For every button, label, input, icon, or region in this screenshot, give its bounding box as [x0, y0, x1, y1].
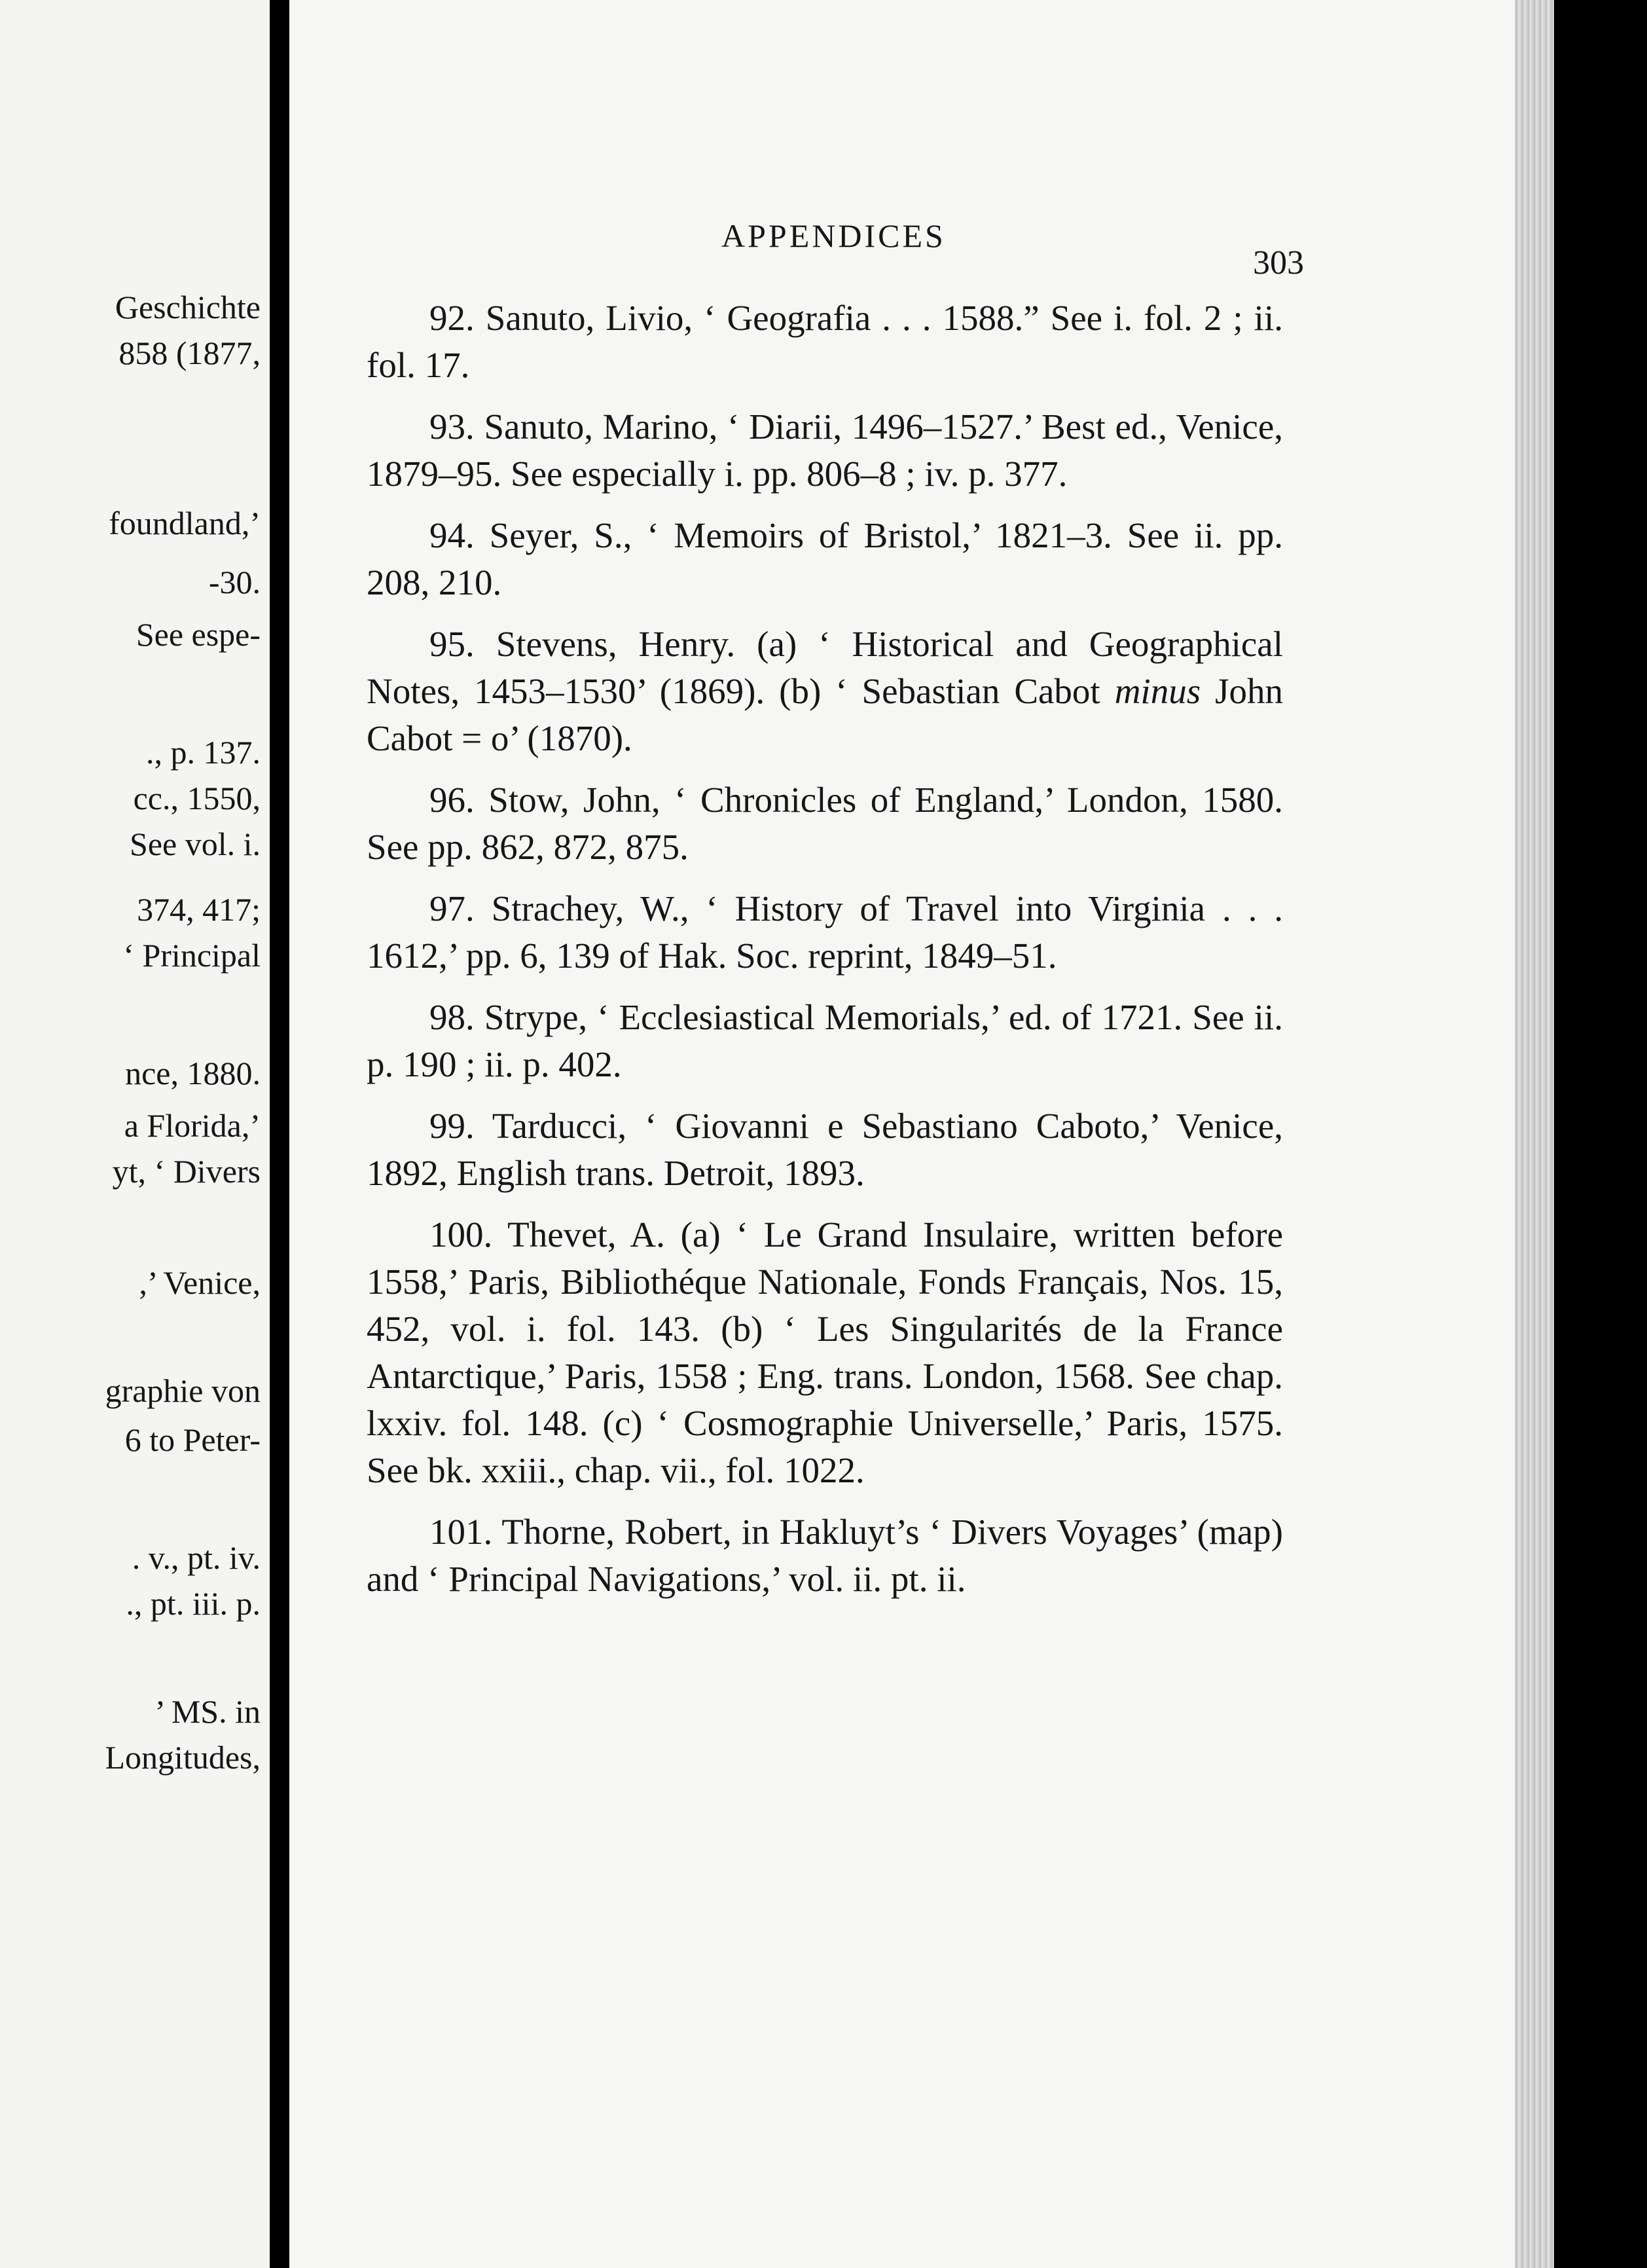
bibliography-entry: 97. Strachey, W., ‘ History of Travel into Virginia . . . 1612,’ pp. 6, 139 of Hak. Soc. reprint, 1849–51. — [367, 888, 1283, 976]
entry-text: 95. Stevens, Henry. (a) ‘ Historical and Geographical Notes, 1453–1530’ (1869). (b) ‘ Sebastian Cabot — [367, 624, 1283, 711]
entry-italic-text: minus — [1114, 671, 1201, 711]
left-page-line: 374, 417; — [137, 891, 261, 928]
left-page-line: ., pt. iii. p. — [126, 1585, 261, 1622]
left-page-line: -30. — [208, 564, 261, 600]
bibliography-entry — [367, 621, 1283, 762]
right-page — [289, 0, 1554, 2268]
bibliography-entry: 93. Sanuto, Marino, ‘ Diarii, 1496–1527.’ Best ed., Venice, 1879–95. See especially i. pp. 806–8 ; iv. p. 377. — [367, 407, 1283, 494]
bibliography-entry: 101. Thorne, Robert, in Hakluyt’s ‘ Divers Voyages’ (map) and ‘ Principal Navigations,’ vol. ii. pt. ii. — [367, 1512, 1283, 1599]
left-page-line: See espe- — [136, 616, 261, 653]
page-edge — [1515, 0, 1554, 2268]
left-page-line: nce, 1880. — [125, 1055, 261, 1091]
left-page-line: 858 (1877, — [118, 335, 261, 371]
left-page-line: ’ MS. in — [154, 1693, 261, 1730]
bibliography-entry: 100. Thevet, A. (a) ‘ Le Grand Insulaire, written before 1558,’ Paris, Bibliothéque Nationale, Fonds Français, Nos. 15, 452, vol. i. fol. 143. (b) ‘ Les Singularités de la France Antarctique,’ Paris, 1558 ; Eng. trans. London, 1568. See chap. lxxiv. fol. 148. (c) ‘ Cosmographie Universelle,’ Paris, 1575. See bk. xxiii., chap. vii., fol. 1022. — [367, 1215, 1283, 1490]
book-gutter — [270, 0, 289, 2268]
left-page-line: yt, ‘ Divers — [112, 1153, 261, 1190]
left-page-line: Geschichte — [115, 289, 261, 325]
bibliography-entry: 96. Stow, John, ‘ Chronicles of England,’ London, 1580. See pp. 862, 872, 875. — [367, 780, 1283, 867]
left-page-line: 6 to Peter- — [124, 1421, 261, 1458]
bibliography-entry: 92. Sanuto, Livio, ‘ Geografia . . . 1588.” See i. fol. 2 ; ii. fol. 17. — [367, 298, 1283, 385]
running-head: APPENDICES — [721, 217, 946, 254]
page-number: 303 — [1253, 244, 1304, 282]
left-page-line: cc., 1550, — [133, 780, 261, 816]
scan-border — [1554, 0, 1647, 2268]
bibliography-entry: 98. Strype, ‘ Ecclesiastical Memorials,’ ed. of 1721. See ii. p. 190 ; ii. p. 402. — [367, 997, 1283, 1084]
bibliography-entry: 94. Seyer, S., ‘ Memoirs of Bristol,’ 1821–3. See ii. pp. 208, 210. — [367, 515, 1283, 602]
left-page-line: graphie von — [105, 1372, 261, 1409]
bibliography-entry: 99. Tarducci, ‘ Giovanni e Sebastiano Caboto,’ Venice, 1892, English trans. Detroit, 1893. — [367, 1106, 1283, 1193]
left-page-line: ,’ Venice, — [139, 1264, 261, 1301]
bibliography-entries — [367, 295, 1283, 1617]
left-page-line: foundland,’ — [109, 505, 261, 541]
left-page-fragment — [0, 0, 270, 2268]
left-page-line: . v., pt. iv. — [132, 1539, 261, 1576]
left-page-line: a Florida,’ — [124, 1107, 261, 1144]
entry-text: John Cabot = o’ (1870). — [367, 671, 1283, 758]
left-page-line: ., p. 137. — [146, 734, 261, 771]
left-page-line: See vol. i. — [130, 826, 261, 862]
left-page-line: Longitudes, — [105, 1739, 261, 1776]
left-page-line: ‘ Principal — [123, 937, 261, 974]
